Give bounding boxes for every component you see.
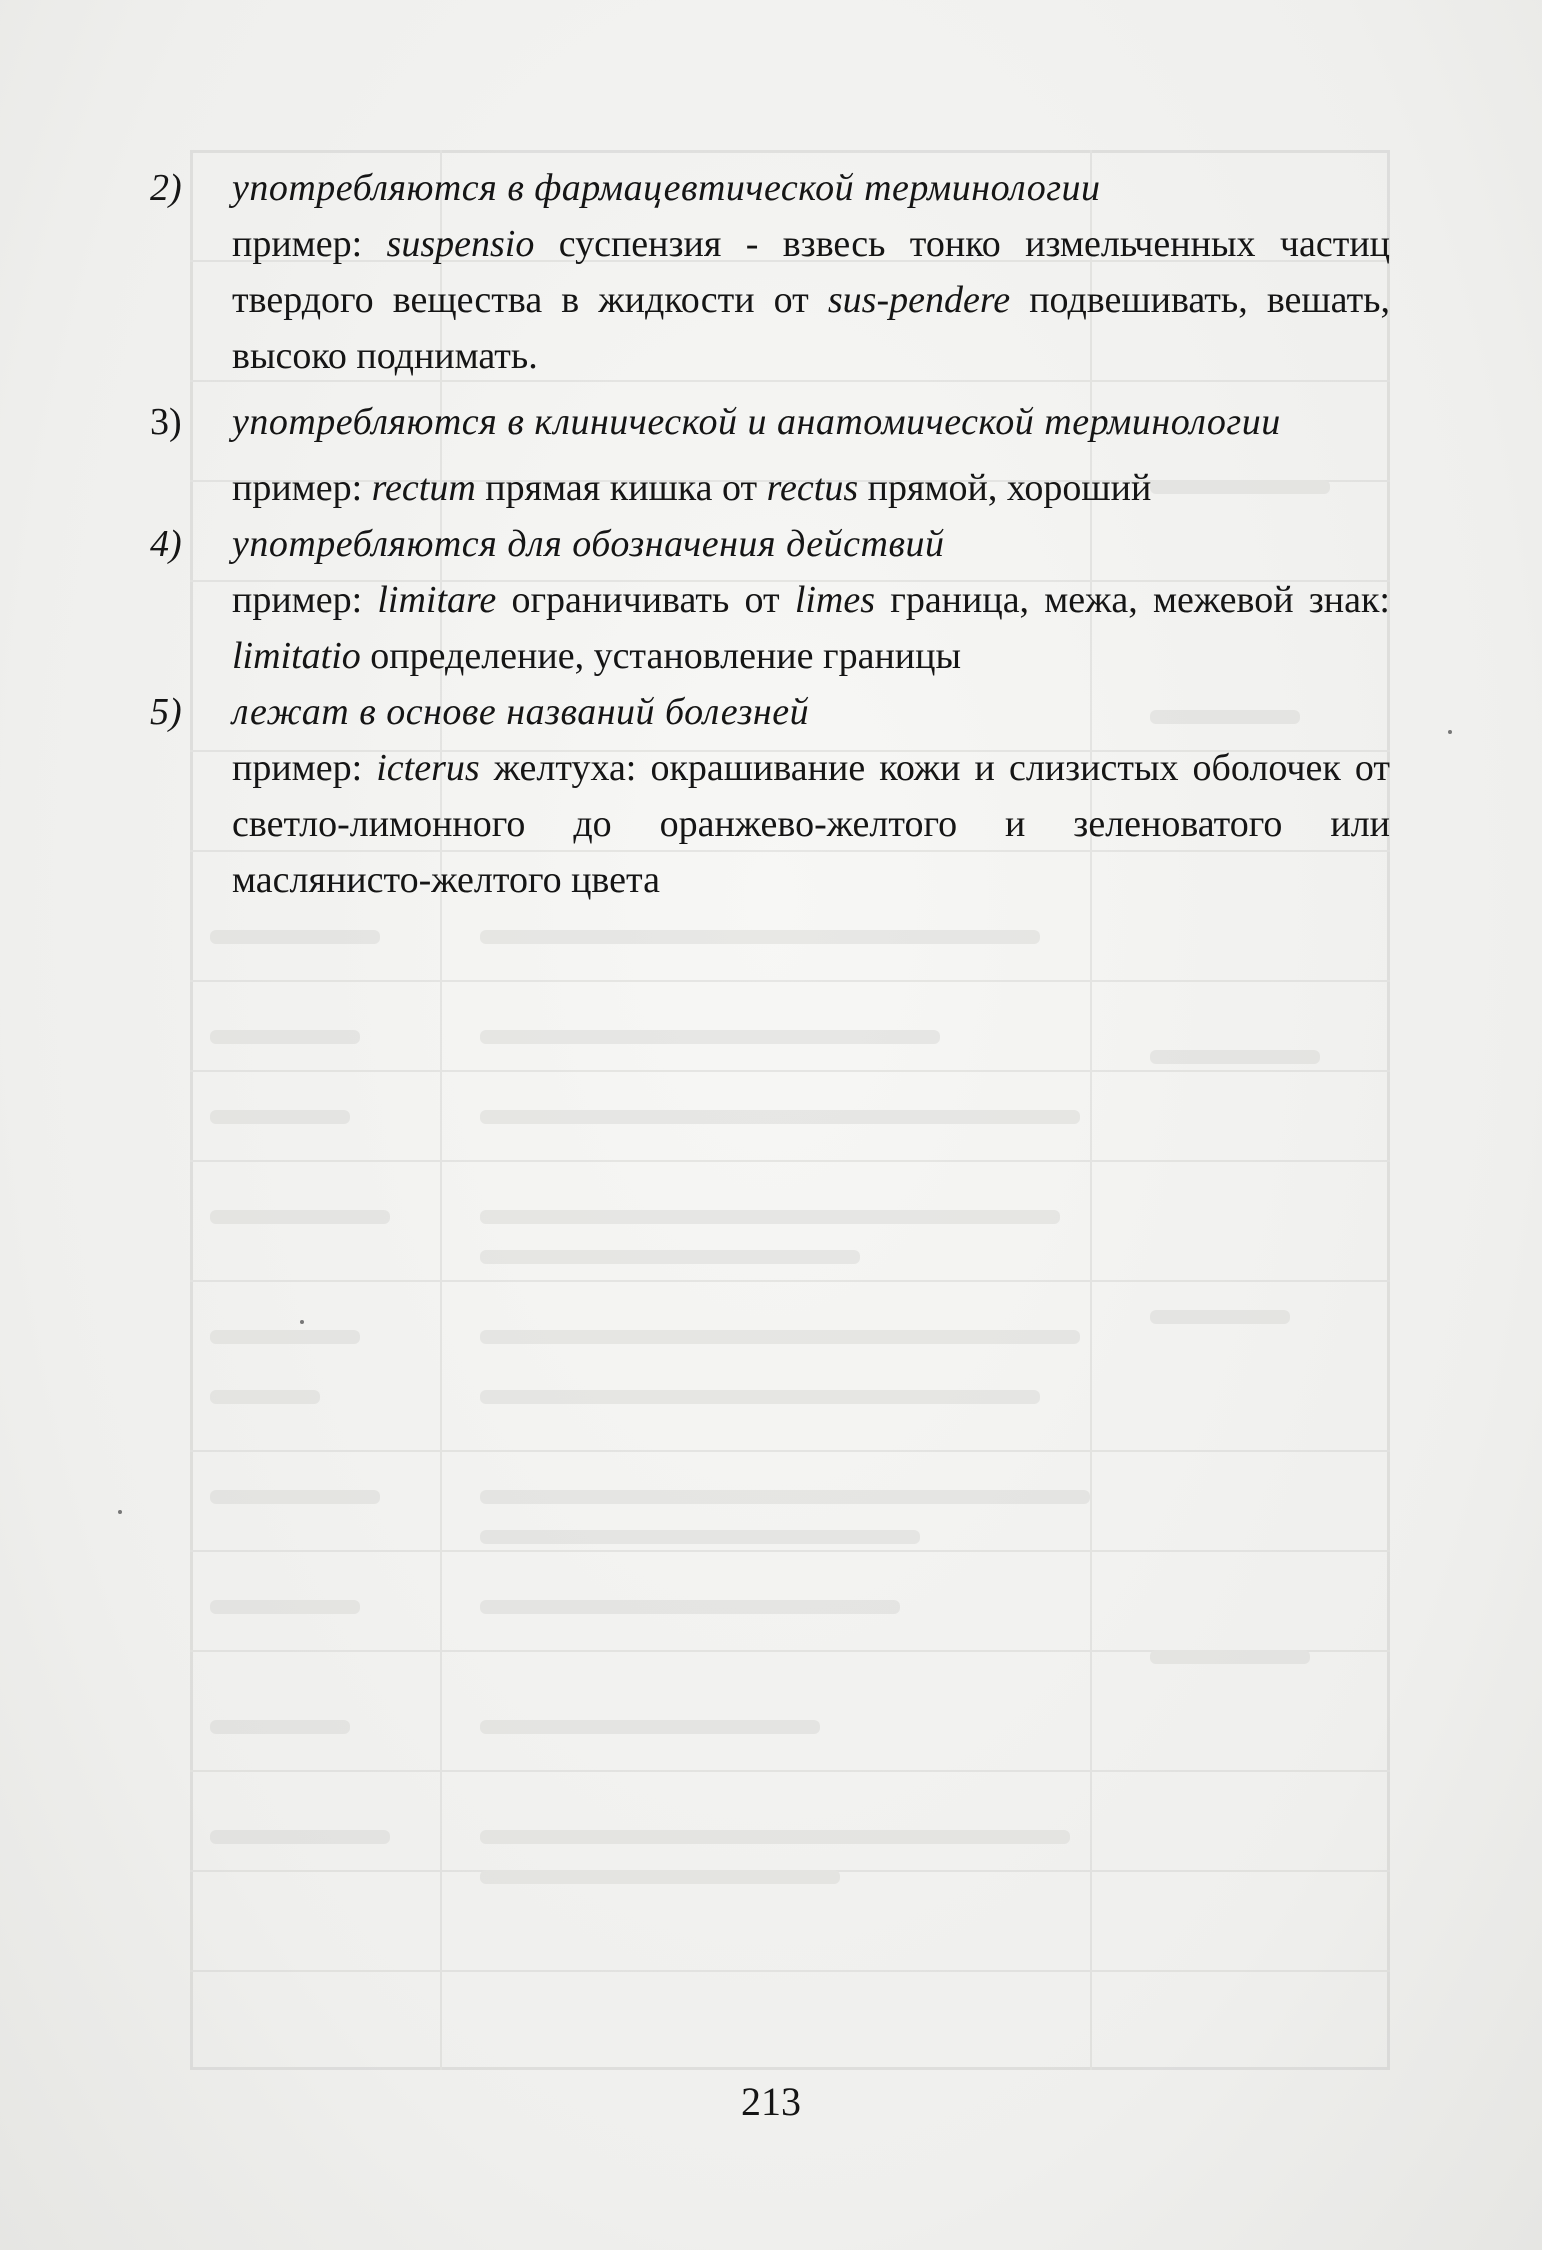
item-heading: употребляются для обозначения действий bbox=[232, 523, 945, 565]
item-example bbox=[232, 572, 1390, 684]
item-number: 4) bbox=[150, 523, 182, 565]
latin-term: suspensio bbox=[386, 223, 535, 265]
example-text: определение, установление границы bbox=[360, 635, 962, 677]
latin-term: limitare bbox=[377, 579, 497, 621]
item-example bbox=[232, 216, 1390, 384]
example-text: прямая кишка от bbox=[475, 467, 767, 509]
item-number: 5) bbox=[150, 691, 182, 733]
example-text: прямой, хороший bbox=[858, 467, 1152, 509]
item-example bbox=[232, 460, 1390, 516]
list-content bbox=[150, 160, 1390, 908]
dust-speck bbox=[300, 1320, 304, 1324]
example-text: граница, межа, межевой знак: bbox=[875, 579, 1390, 621]
item-heading: лежат в основе названий болезней bbox=[232, 691, 810, 733]
dust-speck bbox=[118, 1510, 122, 1514]
latin-term: sus-pendere bbox=[827, 279, 1011, 321]
list-item bbox=[150, 516, 1390, 684]
example-text: пример: bbox=[232, 223, 387, 265]
example-text: пример: bbox=[232, 579, 378, 621]
example-text: желтуха: окрашивание кожи и слизистых оболочек от светло-лимонного до оранжево-желтого и зеленоватого или маслянисто-желтого цвета bbox=[232, 747, 1390, 901]
latin-term: limitatio bbox=[232, 635, 361, 677]
dust-speck bbox=[1448, 730, 1452, 734]
example-text: пример: bbox=[232, 467, 372, 509]
latin-term: limes bbox=[794, 579, 876, 621]
item-example bbox=[232, 740, 1390, 908]
latin-term: rectus bbox=[766, 467, 859, 509]
latin-term: icterus bbox=[376, 747, 480, 789]
list-item bbox=[150, 394, 1390, 516]
example-text: суспензия - взвесь тонко измельченных частиц твердого вещества в жидкости от bbox=[232, 223, 1390, 321]
example-text: пример: bbox=[232, 747, 377, 789]
list-item bbox=[150, 684, 1390, 908]
item-number: 3) bbox=[150, 401, 182, 443]
example-text: подвешивать, вешать, высоко поднимать. bbox=[232, 279, 1390, 377]
item-heading: употребляются в клинической и анатомической терминологии bbox=[232, 401, 1281, 443]
item-number: 2) bbox=[150, 167, 182, 209]
page-number: 213 bbox=[741, 2079, 801, 2124]
item-heading: употребляются в фармацевтической терминологии bbox=[232, 167, 1101, 209]
example-text: ограничивать от bbox=[496, 579, 795, 621]
list-item bbox=[150, 160, 1390, 384]
latin-term: rectum bbox=[371, 467, 476, 509]
